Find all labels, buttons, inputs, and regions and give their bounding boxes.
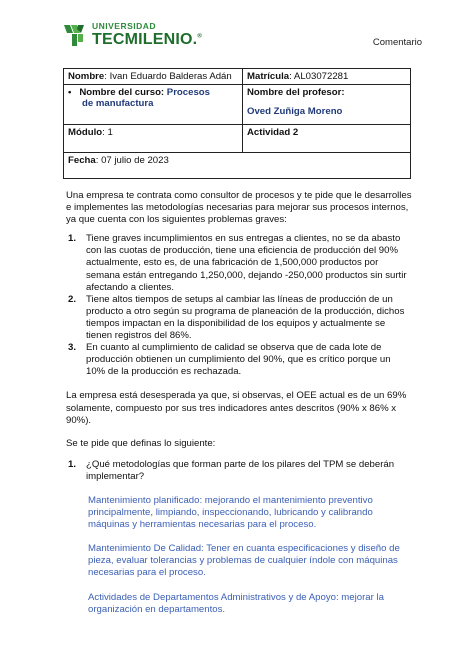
enrollment-cell: Matrícula: AL03072281	[243, 69, 411, 85]
comment-label[interactable]: Comentario	[372, 37, 422, 48]
activity-cell: Actividad 2	[243, 125, 411, 153]
date-cell: Fecha: 07 julio de 2023	[64, 153, 411, 179]
problems-list	[66, 233, 412, 378]
answer-paragraph: Mantenimiento De Calidad: Tener en cuanta especificaciones y diseño de pieza, evaluar tolerancias y problemas de cualquier índole con máquinas necesarias para el proceso.	[88, 543, 400, 579]
list-item: 1. Tiene graves incumplimientos en sus entregas a clientes, no se da abasto con las cuotas de producción, tiene una eficiencia de producción del 90% actualmente, esto es, de una fabricación de 1,500,000 productos por semana están entregando 1,250,000, dejando -250,000 productos sin surtir afectando a clientes.	[68, 233, 407, 293]
document-body	[66, 190, 412, 616]
name-cell: Nombre: Ivan Eduardo Balderas Adán	[64, 69, 243, 85]
page-header	[0, 0, 474, 60]
student-info-table	[63, 68, 411, 179]
oee-paragraph: La empresa está desesperada ya que, si observas, el OEE actual es de un 69% solamente, compuesto por sus tres indicadores antes descritos (90% x 86% x 90%).	[66, 390, 407, 426]
list-item: 3. En cuanto al cumplimiento de calidad se observa que de cada lote de producción obtienen un cumplimiento del 90%, que es crítico porque un 10% de la producción es rechazada.	[68, 342, 391, 378]
list-item: 1. ¿Qué metodologías que forman parte de los pilares del TPM se deberán implementar?	[68, 458, 395, 482]
module-cell: Módulo: 1	[64, 125, 243, 153]
course-cell: • Nombre del curso: Procesos de manufactura	[64, 85, 243, 125]
logo-tecmilenio-text: TECMILENIO.®	[92, 30, 202, 48]
professor-cell: Nombre del profesor: Oved Zuñiga Moreno	[243, 85, 411, 125]
request-paragraph: Se te pide que definas lo siguiente:	[66, 437, 216, 449]
professor-name: Oved Zuñiga Moreno	[247, 106, 343, 117]
answer-paragraph: Mantenimiento planificado: mejorando el mantenimiento preventivo principalmente, limpiando, inspeccionando, lubricando y calibrando máquinas y herramientas necesarias para el proceso.	[88, 494, 373, 531]
list-item: 2. Tiene altos tiempos de setups al cambiar las líneas de producción de un producto a otro según su programa de planeación de la producción, dichos tiempos impactan en la disponibilidad de los equipos y actualmente se tienen registros del 86%.	[68, 293, 405, 342]
questions-list	[66, 459, 412, 483]
answer-paragraph: Actividades de Departamentos Administrativos y de Apoyo: mejorar la organización en departamentos.	[88, 591, 384, 615]
tecmilenio-logo-icon	[64, 23, 86, 47]
intro-paragraph: Una empresa te contrata como consultor de procesos y te pide que le desarrolles e implementes las metodologías necesarias para mejorar sus procesos internos, ya que cuenta con los siguientes problemas graves:	[66, 190, 412, 226]
tecmilenio-logo	[64, 22, 202, 48]
logo-university-text: UNIVERSIDAD	[92, 21, 157, 31]
